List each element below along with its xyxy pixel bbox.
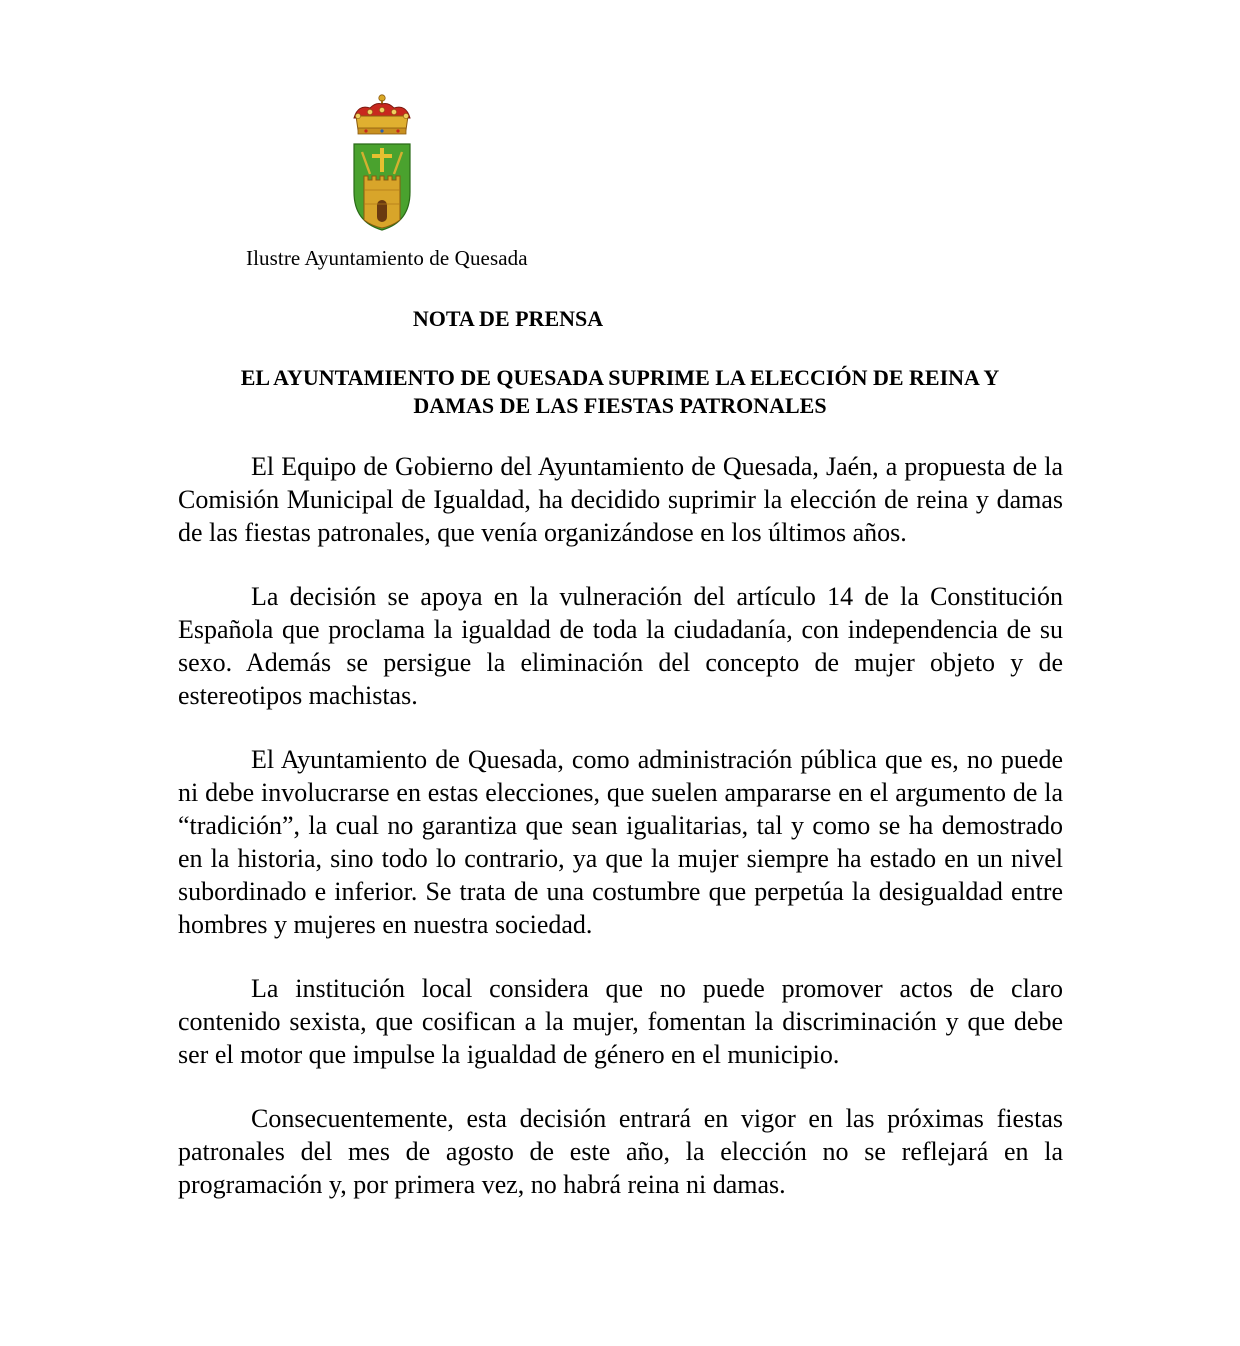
- paragraph-5: Consecuentemente, esta decisión entrará en vigor en las próximas fiestas patronales del mes de agosto de este año, la elección no se reflejará en la programación y, por primera vez, no habrá reina ni damas.: [178, 1104, 1063, 1199]
- paragraph-4: La institución local considera que no puede promover actos de claro contenido sexista, que cosifican a la mujer, fomentan la discriminación y que debe ser el motor que impulse la igualdad de género en el municipio.: [178, 974, 1063, 1069]
- press-release-label: NOTA DE PRENSA: [412, 306, 604, 331]
- coat-of-arms-icon: [346, 92, 418, 232]
- institution-name: Ilustre Ayuntamiento de Quesada: [246, 246, 528, 270]
- paragraph-2: La decisión se apoya en la vulneración del artículo 14 de la Constitución Española que proclama la igualdad de toda la ciudadanía, con independencia de su sexo. Además se persigue la eliminación del concepto de mujer objeto y de estereotipos machistas.: [178, 582, 1063, 710]
- headline-line-2: DAMAS DE LAS FIESTAS PATRONALES: [413, 393, 827, 418]
- paragraph-1: El Equipo de Gobierno del Ayuntamiento de Quesada, Jaén, a propuesta de la Comisión Municipal de Igualdad, ha decidido suprimir la elección de reina y damas de las fiestas patronales, que venía organizándose en los últimos años.: [178, 452, 1063, 547]
- paragraph-3: El Ayuntamiento de Quesada, como administración pública que es, no puede ni debe involucrarse en estas elecciones, que suelen ampararse en el argumento de la “tradición”, la cual no garantiza que sean igualitarias, tal y como se ha demostrado en la historia, sino todo lo contrario, ya que la mujer siempre ha estado en un nivel subordinado e inferior. Se trata de una costumbre que perpetúa la desigualdad entre hombres y mujeres en nuestra sociedad.: [178, 745, 1063, 939]
- headline: [178, 364, 1062, 420]
- body-text: [178, 450, 1063, 1232]
- headline-line-1: EL AYUNTAMIENTO DE QUESADA SUPRIME LA ELECCIÓN DE REINA Y: [240, 365, 1000, 390]
